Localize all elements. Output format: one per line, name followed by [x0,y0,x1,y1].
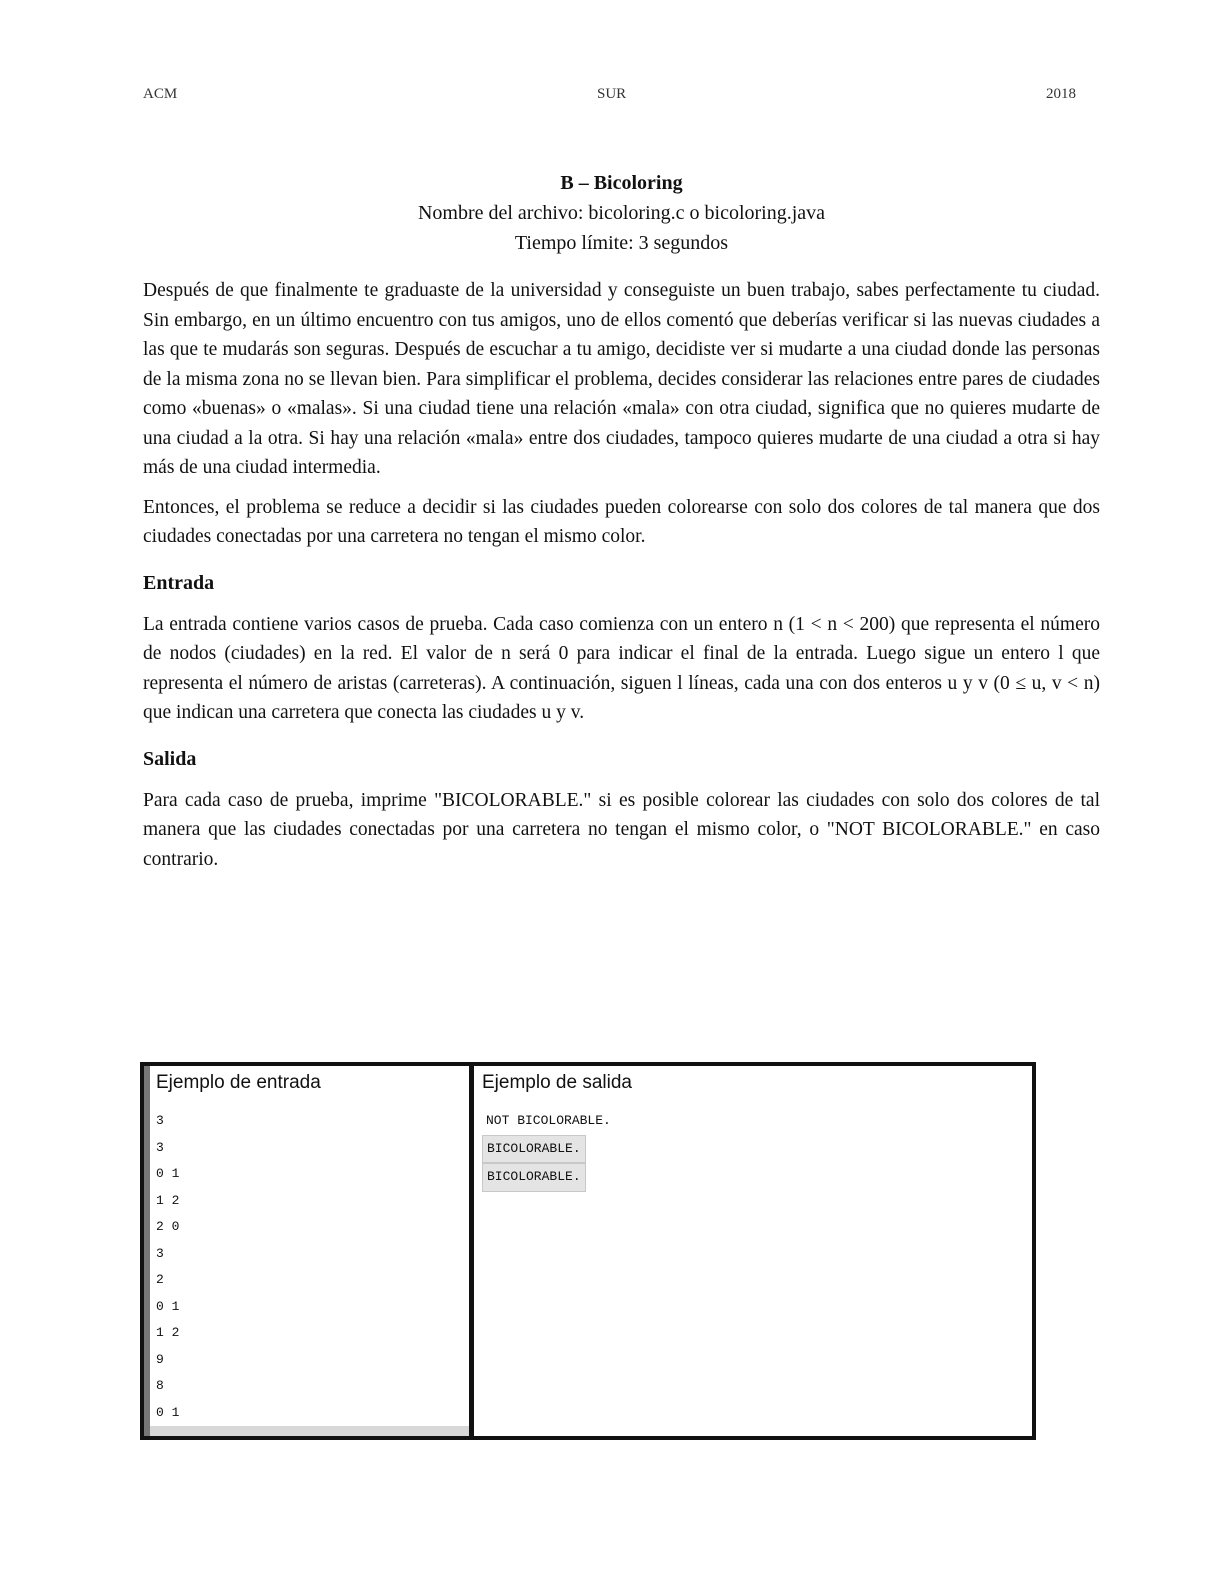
page-header [143,86,1076,103]
sample-input-line: 3 [156,1245,164,1261]
sample-input-line: 0 1 [156,1404,180,1420]
sample-input-label: Ejemplo de entrada [156,1072,321,1093]
statement-paragraph: Entonces, el problema se reduce a decidir si las ciudades pueden colorearse con solo dos colores de tal manera que dos ciudades conectadas por una carretera no tengan el mismo color. [143,496,1100,547]
sample-output-label: Ejemplo de salida [482,1072,632,1093]
header-center: SUR [597,86,627,102]
sample-input-line: 2 [156,1272,164,1287]
sample-input-line: 0 1 [156,1166,180,1181]
sample-output-column [474,1066,1032,1436]
sample-output-line [482,1163,1032,1192]
sample-input-lines [150,1108,469,1426]
problem-body [143,276,1100,884]
sample-input-line: 8 [156,1378,164,1393]
sample-output-text: BICOLORABLE. [482,1135,586,1164]
header-left: ACM [143,86,178,102]
sample-output-text: BICOLORABLE. [482,1163,586,1192]
problem-time-limit: Tiempo límite: 3 segundos [514,232,729,254]
output-description: Para cada caso de prueba, imprime "BICOLORABLE." si es posible colorear las ciudades con solo dos colores de tal manera que las ciudades conectadas por una carretera no tengan el mismo color, o "NOT BICOLORABLE." en caso contrario. [143,789,1100,870]
sample-input-column [144,1066,474,1436]
scroll-edge [150,1426,469,1436]
sample-output-lines [474,1108,1032,1192]
problem-title-block [143,168,1100,258]
sample-input-line: 9 [156,1351,164,1367]
sample-input-line: 3 [156,1113,164,1128]
sample-output-line [482,1135,1032,1164]
sample-output-text: NOT BICOLORABLE. [486,1113,611,1128]
sample-input-line: 2 0 [156,1219,180,1234]
sample-output-line [482,1108,1032,1135]
sample-input-line: 3 [156,1139,164,1155]
input-description: La entrada contiene varios casos de prueba. Cada caso comienza con un entero n (1 < n < 200) que representa el número de nodos (ciudades) en la red. El valor de n será 0 para indicar el final de la entrada. Luego sigue un entero l que representa el número de aristas (carreteras). A continuación, siguen l líneas, cada una con dos enteros u y v (0 ≤ u, v < n) que indican una carretera que conecta las ciudades u y v. [143,613,1100,723]
sample-input-line: 1 2 [156,1325,180,1340]
sample-input-line: 0 1 [156,1298,180,1314]
header-right: 2018 [1046,86,1076,102]
input-heading: Entrada [143,571,215,594]
problem-title: B – Bicoloring [560,172,683,194]
statement-paragraph: Después de que finalmente te graduaste de la universidad y conseguiste un buen trabajo, sabes perfectamente tu ciudad. Sin embargo, en un último encuentro con tus amigos, uno de ellos comentó que deberías verificar si las nuevas ciudades a las que te mudarás son seguras. Después de escuchar a tu amigo, decidiste ver si mudarte a una ciudad donde las personas de la misma zona no se llevan bien. Para simplificar el problema, decides considerar las relaciones entre pares de ciudades como «buenas» o «malas». Si una ciudad tiene una relación «mala» con otra ciudad, significa que no quieres mudarte de una ciudad a la otra. Si hay una relación «mala» entre dos ciudades, tampoco quieres mudarte de una ciudad a otra si hay más de una ciudad intermedia. [143,280,1100,478]
samples-table [140,1062,1036,1440]
sample-input-line: 1 2 [156,1192,180,1208]
output-heading: Salida [143,747,197,770]
problem-filename: Nombre del archivo: bicoloring.c o bicoloring.java [417,202,826,224]
